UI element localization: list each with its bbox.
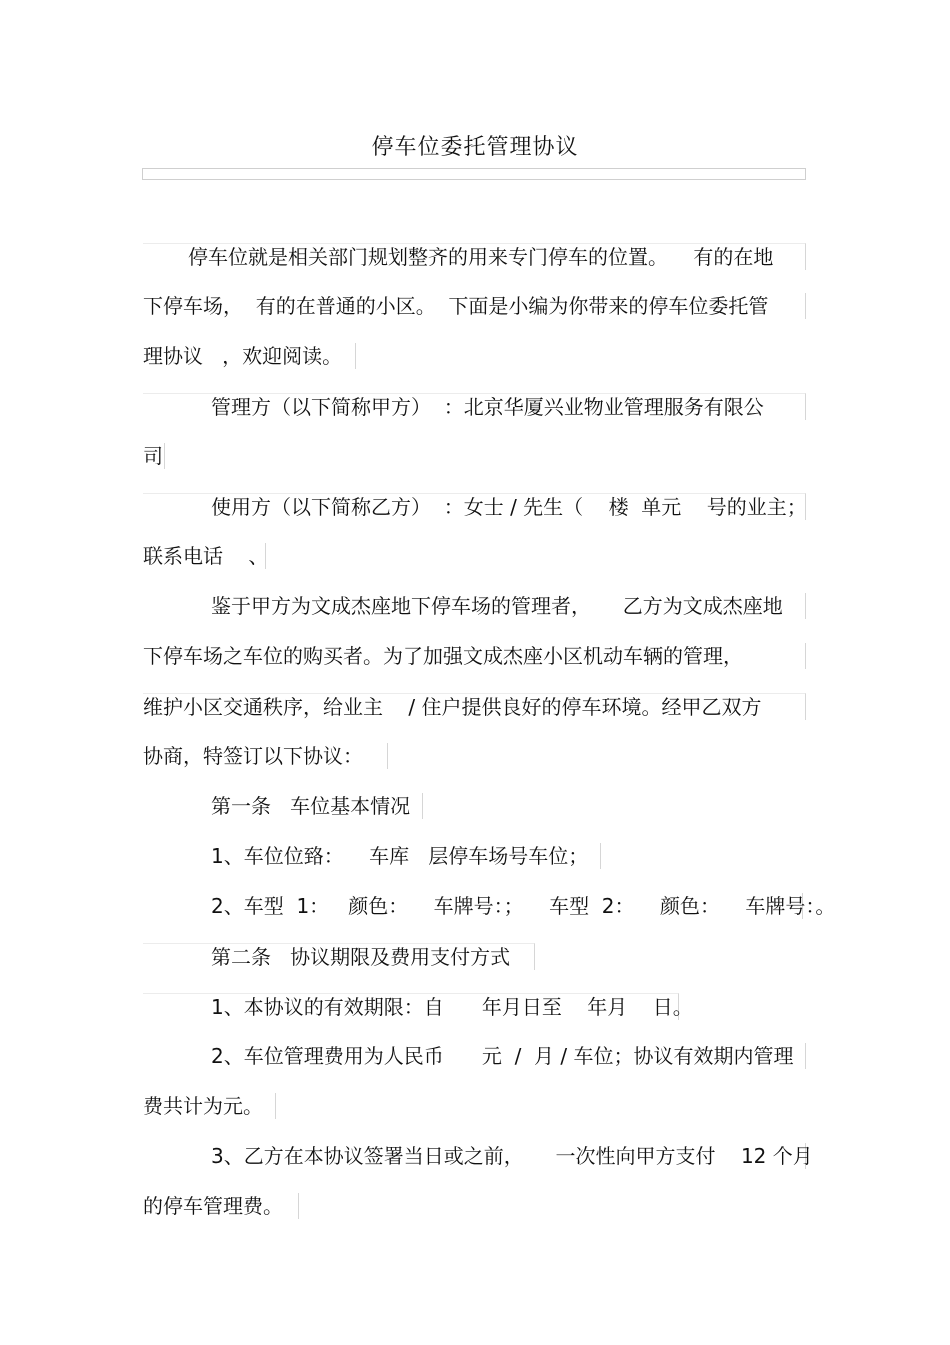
paragraph-line: 鉴于甲方为文成杰座地下停车场的管理者， 乙方为文成杰座地 [143, 593, 806, 619]
section-heading: 第一条 车位基本情况 [143, 793, 423, 819]
paragraph-line: 管理方（以下简称甲方） ：北京华厦兴业物业管理服务有限公 [143, 393, 806, 420]
title-divider [142, 168, 806, 180]
paragraph-line: 下停车场之车位的购买者。为了加强文成杰座小区机动车辆的管理， [143, 643, 806, 669]
paragraph-line: 维护小区交通秩序，给业主 / 住户提供良好的停车环境。经甲乙双方 [143, 693, 806, 720]
paragraph-line: 协商，特签订以下协议： [143, 743, 388, 769]
paragraph-line: 的停车管理费。 [143, 1193, 299, 1219]
paragraph-line: 费共计为元。 [143, 1093, 276, 1119]
paragraph-line: 停车位就是相关部门规划整齐的用来专门停车的位置。 有的在地 [143, 243, 806, 270]
document-title: 停车位委托管理协议 [371, 135, 579, 160]
paragraph-line: 下停车场， 有的在普通的小区。 下面是小编为你带来的停车位委托管 [143, 293, 806, 319]
paragraph-line: 使用方（以下简称乙方） ：女士 / 先生（ 楼 单元 号的业主； [143, 493, 806, 520]
paragraph-line: 联系电话 、 [143, 544, 269, 568]
paragraph-line: 2、车型 1： 颜色： 车牌号：； 车型 2： 颜色： 车牌号：。 [143, 893, 803, 919]
paragraph-line: 理协议 ，欢迎阅读。 [143, 343, 356, 369]
paragraph-line: 2、车位管理费用为人民币 元 / 月 / 车位；协议有效期内管理 [143, 1043, 806, 1069]
paragraph-line: 司 [143, 444, 163, 468]
paragraph-line: 1、车位位臵： 车库 层停车场号车位； [143, 843, 601, 869]
section-heading: 第二条 协议期限及费用支付方式 [143, 943, 535, 970]
paragraph-line: 3、乙方在本协议签署当日或之前， 一次性向甲方支付 12 个月 [143, 1143, 806, 1169]
paragraph-line: 1、本协议的有效期限：自 年月日至 年月 日。 [143, 993, 679, 1020]
